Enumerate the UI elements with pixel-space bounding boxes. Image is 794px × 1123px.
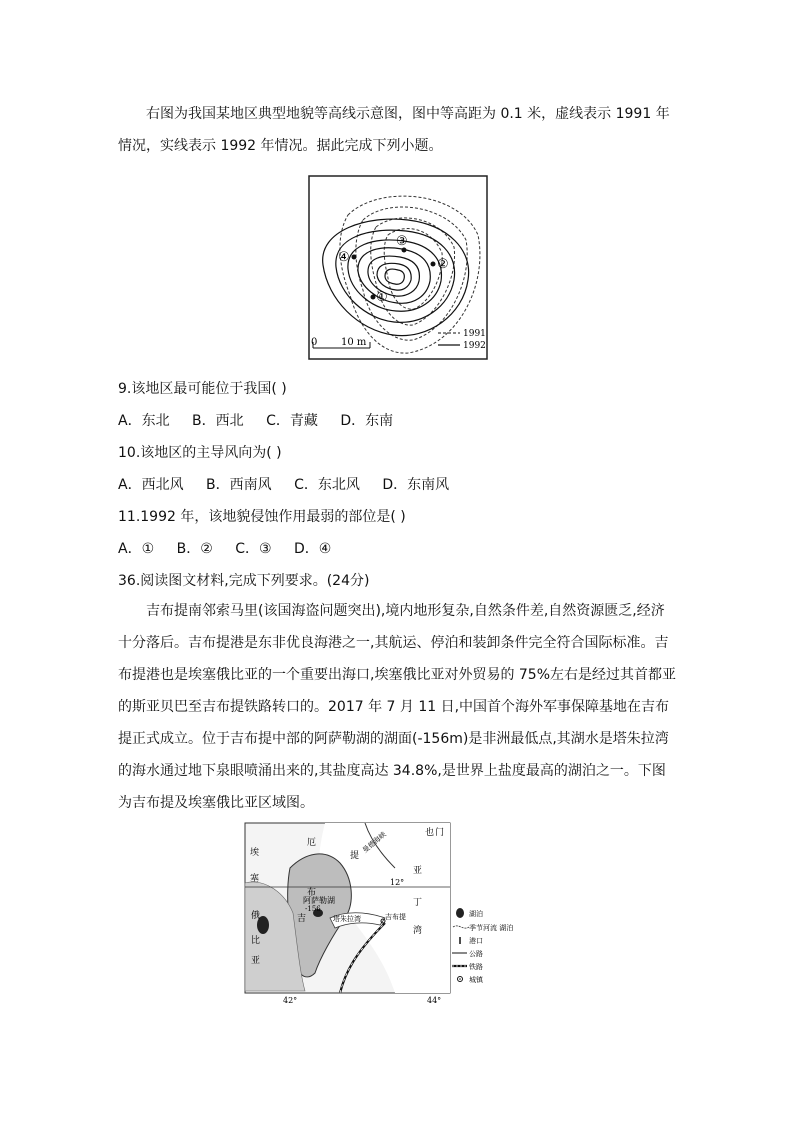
q10-options [118,474,467,494]
q10-option-b[interactable]: B．西南风 [206,477,272,493]
q9-stem: 9.该地区最可能位于我国( ) [118,381,287,397]
lat-12: 12° [390,878,405,887]
aden-label-ding: 丁 [413,898,423,908]
q9-option-b[interactable]: B．西北 [192,413,244,429]
tajura-label: 塔朱拉湾 [333,915,361,923]
q11-option-a[interactable]: A．① [118,541,155,557]
point-3-label: ③ [396,234,408,249]
djibouti-map-figure [245,823,514,1005]
djibouti-city-label: 吉布提 [385,913,406,921]
q9-options [118,410,411,430]
asal-elevation: -156 [305,905,321,913]
djibouti-label-ji: 吉 [297,914,307,924]
q11-option-b[interactable]: B．② [176,541,213,557]
q9-option-c[interactable]: C．青藏 [266,413,318,429]
q9-option-d[interactable]: D．东南 [340,413,394,429]
q11-stem: 11.1992 年，该地貌侵蚀作用最弱的部位是( ) [118,509,406,525]
legend-1991: 1991 [463,329,486,339]
legend-road: 公路 [469,950,483,958]
aden-label-ya: 亚 [413,866,423,876]
q10-stem: 10.该地区的主导风向为( ) [118,445,282,461]
legend-seasonal: 季节河流 湖泊 [469,924,514,932]
scale-zero: 0 [311,337,318,348]
lon-42: 42° [283,996,298,1005]
aden-label-wan: 湾 [413,926,423,936]
asal-lake-label: 阿萨勒湖 [303,896,335,905]
intro-paragraph: 右图为我国某地区典型地貌等高线示意图，图中等高距为 0.1 米，虚线表示 1991 年情况，实线表示 1992 年情况。据此完成下列小题。 [118,106,670,154]
scale-label: 10 m [341,337,367,348]
ethiopia-label-bi: 比 [251,936,261,946]
lon-44: 44° [427,996,442,1005]
strait-label: 曼德海峡 [361,830,388,855]
q36-title: 36.阅读图文材料,完成下列要求。(24分) [118,573,370,589]
eritrea-label: 厄 [307,838,317,848]
contour-map-figure [308,175,488,360]
legend-lake: 湖泊 [469,910,483,918]
djibouti-label-bu: 布 [307,888,317,898]
yemen-label-ye: 也 [425,828,435,838]
ethiopia-label-ai: 埃 [250,848,260,858]
q11-option-c[interactable]: C．③ [235,541,272,557]
ethiopia-label-e: 俄 [251,911,261,921]
q10-option-a[interactable]: A．西北风 [118,477,184,493]
yemen-label-men: 门 [435,828,445,838]
q11-option-d[interactable]: D．④ [293,541,332,557]
q10-option-c[interactable]: C．东北风 [294,477,360,493]
q36-material: 吉布提南邻索马里(该国海盗问题突出),境内地形复杂,自然条件差,自然资源匮乏,经济十分落后。吉布提港是东非优良海港之一,其航运、停泊和装卸条件完全符合国际标准。吉布提港也是埃塞俄比亚的一个重要出海口,埃塞俄比亚对外贸易的 75%左右是经过其首都亚的斯亚贝巴至吉布提铁路转口的。2017 年 7 月 11 日,中国首个海外军事保障基地在吉布提正式成立。位于吉布提中部的阿萨勒湖的湖面(-156m)是非洲最低点,其湖水是塔朱拉湾的海水通过地下泉眼喷涌出来的,其盐度高达 34.8%,是世界上盐度最高的湖泊之一。下图为吉布提及埃塞俄比亚区域图。 [118,603,677,811]
point-4-label: ④ [338,250,350,265]
djibouti-label-ti-top: 提 [350,851,360,861]
legend-railway: 铁路 [469,963,483,971]
ethiopia-label-sai: 塞 [250,874,260,884]
point-1-label: ① [376,290,388,305]
ethiopia-label-ya: 亚 [251,956,261,966]
legend-1992: 1992 [463,341,486,351]
point-2-label: ② [437,257,449,272]
legend-town: 城镇 [469,976,483,984]
q9-option-a[interactable]: A．东北 [118,413,170,429]
q11-options [118,538,349,558]
legend-port: 港口 [469,937,483,945]
q10-option-d[interactable]: D．东南风 [382,477,450,493]
